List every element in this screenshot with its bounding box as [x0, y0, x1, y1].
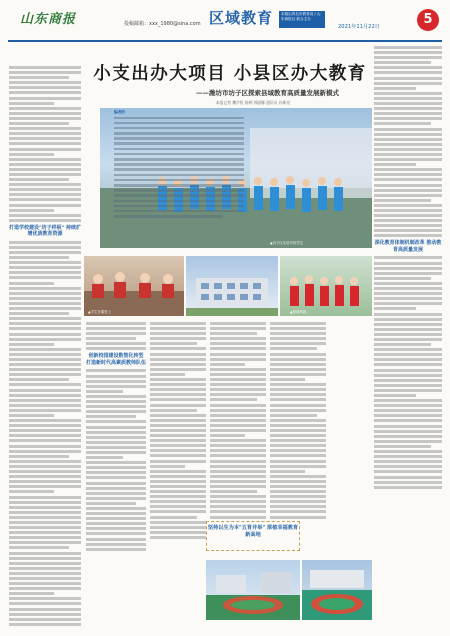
byline: 本报记者 魏学恒 杨朔 郭丽娜 通讯员 孙新亮	[215, 100, 291, 105]
middle-column-b	[210, 322, 266, 521]
sports-field-photo	[302, 560, 372, 620]
body-text	[270, 322, 326, 519]
page-number-badge: 5	[417, 9, 439, 31]
middle-column-a	[150, 322, 206, 541]
building-photo	[186, 256, 278, 316]
middle-left-column	[86, 322, 146, 553]
callout-text: 坚持以生为本"五育并举" 厚植幸福教育新高地	[207, 525, 299, 538]
classroom-illustration	[84, 256, 184, 316]
newspaper-logo: 山东商报	[20, 12, 77, 27]
middle-column-c	[270, 322, 326, 521]
body-text	[374, 256, 442, 488]
right-column	[374, 46, 442, 491]
body-text	[210, 322, 266, 519]
issue-date: 2021年11月22日	[338, 24, 380, 30]
editor-note	[114, 110, 244, 222]
masthead-rule	[8, 40, 442, 42]
submission-email: 投稿邮箱：xxx_1980@sina.com	[124, 21, 201, 27]
body-text	[9, 241, 81, 626]
body-text	[374, 46, 442, 237]
headline: 小支出办大项目 小县区办大教育	[93, 64, 367, 84]
sponsor-tag: 本版由青岛市教育局 / 山东商报社 联合主办	[279, 11, 325, 28]
outdoor-students-illustration	[280, 256, 372, 316]
subhead-school-construction: 打造学校建设"坊子样板" 持续扩增优质教育资源	[9, 224, 81, 238]
editor-note-lead: 编者按：	[114, 110, 129, 114]
classroom-photo	[84, 256, 184, 316]
body-text	[86, 322, 146, 350]
students-outdoor-photo	[280, 256, 372, 316]
masthead	[8, 8, 442, 40]
callout-box	[206, 521, 300, 551]
body-text	[86, 369, 146, 550]
subhead-digital-campus: 创新校园建设数智化转型 打造新时代高素质教师队伍	[86, 353, 147, 366]
mid-photo-caption-a: ▲学生在课堂上	[88, 310, 111, 314]
left-column	[9, 66, 81, 628]
mid-photo-caption-b: ▲校园风貌	[290, 310, 307, 314]
section-title: 区域教育	[209, 9, 274, 27]
body-text	[150, 322, 206, 539]
top-photo-caption: ▲坊子区实验学校学生	[270, 241, 304, 245]
sports-field-illustration	[302, 560, 372, 620]
body-text	[9, 66, 81, 222]
subhead-system-reform: 深化教育体制机制改革 推动教育高质量发展	[374, 240, 442, 253]
deck: ——潍坊市坊子区探索县域教育高质量发展新模式	[196, 89, 339, 97]
campus-aerial-illustration	[206, 560, 300, 620]
campus-aerial-photo	[206, 560, 300, 620]
school-building-illustration	[186, 256, 278, 316]
